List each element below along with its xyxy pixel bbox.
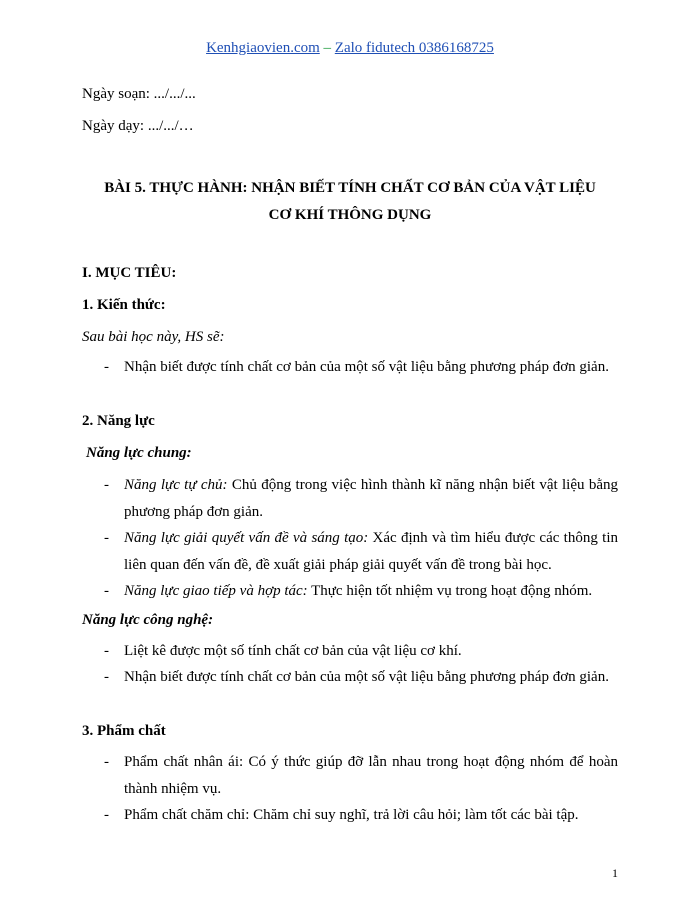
bullet-dash: - bbox=[104, 807, 109, 823]
general-competence-2 bbox=[124, 525, 618, 579]
tech-competence-heading: Năng lực công nghệ: bbox=[82, 612, 214, 628]
quality-1: Phẩm chất nhân ái: Có ý thức giúp đỡ lẫn nhau trong hoạt động nhóm để hoàn thành nhiệm vụ. bbox=[124, 754, 618, 797]
bullet-dash: - bbox=[104, 477, 109, 493]
bullet-dash: - bbox=[104, 643, 109, 659]
g1-text: Chủ động trong việc hình thành kĩ năng nhận biết vật liệu bằng phương pháp đơn giản. bbox=[124, 477, 618, 520]
g3-label: Năng lực giao tiếp và hợp tác: bbox=[124, 583, 308, 599]
knowledge-intro: Sau bài học này, HS sẽ: bbox=[82, 329, 225, 345]
general-competence-heading: Năng lực chung: bbox=[86, 445, 192, 461]
lesson-title-line1: BÀI 5. THỰC HÀNH: NHẬN BIẾT TÍNH CHẤT CƠ BẢN CỦA VẬT LIỆU bbox=[104, 180, 596, 196]
bullet-dash: - bbox=[104, 669, 109, 685]
bullet-dash: - bbox=[104, 754, 109, 770]
g3-text: Thực hiện tốt nhiệm vụ trong hoạt động nhóm. bbox=[307, 583, 593, 599]
g1-label: Năng lực tự chủ: bbox=[124, 477, 228, 493]
general-competence-3 bbox=[124, 578, 618, 605]
knowledge-bullet-1: Nhận biết được tính chất cơ bản của một số vật liệu bằng phương pháp đơn giản. bbox=[124, 359, 609, 375]
section-objectives-heading: I. MỤC TIÊU: bbox=[82, 265, 177, 281]
prep-date: Ngày soạn: .../.../... bbox=[82, 86, 196, 102]
competence-heading: 2. Năng lực bbox=[82, 413, 155, 429]
quality-heading: 3. Phẩm chất bbox=[82, 723, 166, 739]
site-link[interactable]: Kenhgiaovien.com bbox=[206, 40, 320, 56]
general-competence-1 bbox=[124, 472, 618, 526]
tech-competence-1: Liệt kê được một số tính chất cơ bản của vật liệu cơ khí. bbox=[124, 643, 462, 659]
bullet-dash: - bbox=[104, 583, 109, 599]
quality-2: Phẩm chất chăm chỉ: Chăm chỉ suy nghĩ, trả lời câu hỏi; làm tốt các bài tập. bbox=[124, 807, 579, 823]
tech-competence-2: Nhận biết được tính chất cơ bản của một số vật liệu bằng phương pháp đơn giản. bbox=[124, 669, 609, 685]
bullet-dash: - bbox=[104, 359, 109, 375]
header-separator: – bbox=[319, 40, 335, 56]
g2-label: Năng lực giải quyết vấn đề và sáng tạo: bbox=[124, 530, 369, 546]
teach-date: Ngày dạy: .../.../… bbox=[82, 118, 194, 134]
bullet-dash: - bbox=[104, 530, 109, 546]
g2-text: Xác định và tìm hiểu được các thông tin liên quan đến vấn đề, đề xuất giải pháp giải quyết vấn đề trong bài học. bbox=[124, 530, 618, 573]
lesson-title-line2: CƠ KHÍ THÔNG DỤNG bbox=[268, 207, 432, 223]
contact-link[interactable]: Zalo fidutech 0386168725 bbox=[334, 40, 494, 56]
page-header bbox=[0, 40, 700, 57]
knowledge-heading: 1. Kiến thức: bbox=[82, 297, 166, 313]
page-number: 1 bbox=[612, 866, 618, 880]
